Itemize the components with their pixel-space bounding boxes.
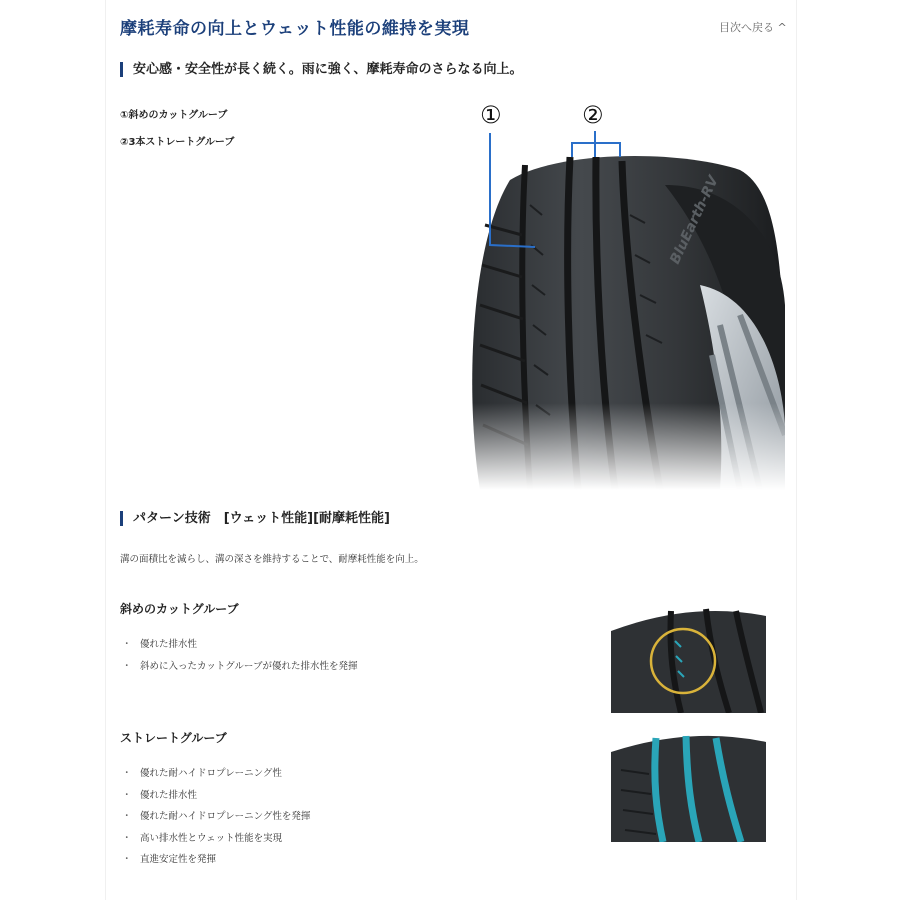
section-heading-safety: 安心感・安全性が長く続く。雨に強く、摩耗寿命のさらなる向上。	[120, 62, 522, 77]
section-heading-pattern-tech: パターン技術 [ウェット性能][耐摩耗性能]	[120, 511, 390, 526]
list-item: ・ 優れた耐ハイドロプレーニング性	[122, 767, 310, 789]
callout-1-marker: ①	[480, 101, 502, 129]
page-title: 摩耗寿命の向上とウェット性能の維持を実現	[120, 19, 470, 39]
pattern-description: 溝の面積比を減らし、溝の深さを維持することで、耐摩耗性能を向上。	[120, 554, 424, 565]
subheading-cut-groove: 斜めのカットグルーブ	[120, 602, 239, 616]
list-item: ・ 直進安定性を発揮	[122, 853, 310, 875]
label-diagonal-cut-groove: ①斜めのカットグルーブ	[120, 110, 228, 121]
subheading-straight-groove: ストレートグルーブ	[120, 731, 227, 745]
back-to-toc-link[interactable]: 目次へ戻る ^	[719, 21, 787, 34]
tire-tread-image	[450, 95, 785, 490]
list-item: ・ 斜めに入ったカットグルーブが優れた排水性を発揮	[122, 660, 357, 682]
list-item: ・ 高い排水性とウェット性能を実現	[122, 832, 310, 854]
cut-groove-feature-list	[122, 638, 357, 681]
list-item: ・ 優れた排水性	[122, 789, 310, 811]
list-item: ・ 優れた耐ハイドロプレーニング性を発揮	[122, 810, 310, 832]
straight-groove-feature-list	[122, 767, 310, 875]
list-item: ・ 優れた排水性	[122, 638, 357, 660]
cut-groove-tire-image	[611, 601, 766, 713]
straight-groove-tire-image	[611, 730, 766, 842]
callout-2-marker: ②	[582, 101, 604, 129]
label-straight-grooves: ②3本ストレートグルーブ	[120, 137, 235, 148]
